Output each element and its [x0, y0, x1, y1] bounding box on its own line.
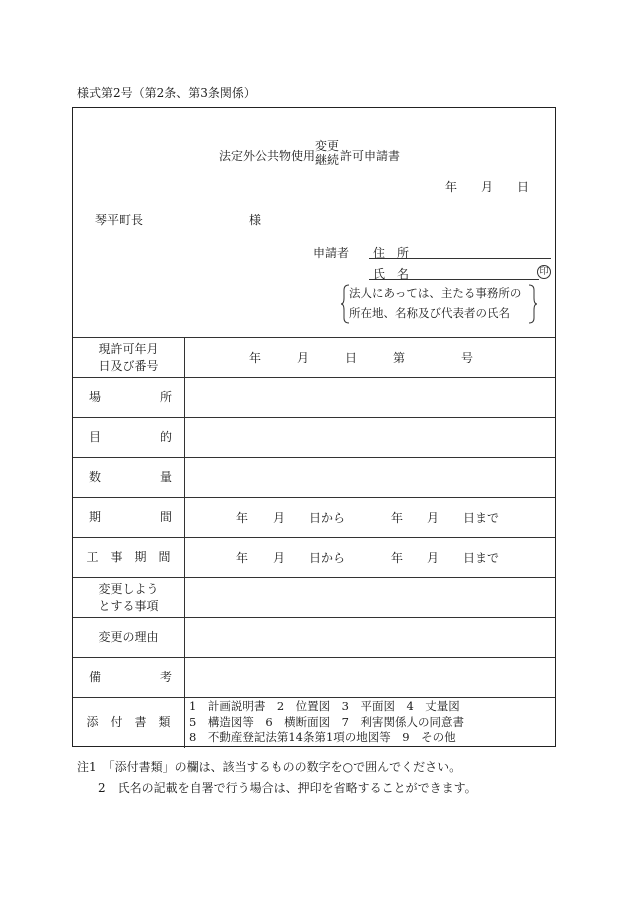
title-prefix: 法定外公共物使用 [219, 149, 316, 163]
change-items-label [73, 581, 184, 615]
application-form [72, 107, 556, 747]
attachments-line1[interactable]: 1 計画説明書 2 位置図 3 平面図 4 丈量図 [189, 699, 460, 713]
purpose-label: 目 的 [89, 430, 172, 444]
period-to-day: 日まで [463, 511, 500, 525]
addressee-honorific: 様 [249, 213, 262, 227]
period-from-month: 月 [273, 511, 286, 525]
remarks-field[interactable] [185, 658, 555, 697]
change-items-field[interactable] [185, 578, 555, 617]
change-reason-label: 変更の理由 [98, 630, 159, 644]
place-label: 場 所 [89, 390, 172, 404]
period-to-year: 年 [391, 511, 404, 525]
note-2: 2 氏名の記載を自署で行う場合は、押印を省略することができます。 [98, 781, 477, 795]
title-suffix: 許可申請書 [340, 149, 401, 163]
period-from-year: 年 [236, 511, 249, 525]
construction-to-year: 年 [391, 551, 404, 565]
date-month: 月 [481, 180, 494, 194]
addressee-name: 琴平町長 [95, 213, 144, 227]
attachments-line3[interactable]: 8 不動産登記法第14条第1項の地図等 9 その他 [189, 730, 456, 744]
construction-from-year: 年 [236, 551, 249, 565]
change-items-label-line1: 変更しよう [98, 582, 159, 596]
purpose-field[interactable] [185, 418, 555, 457]
construction-to-month: 月 [427, 551, 440, 565]
construction-field[interactable] [185, 538, 555, 577]
name-line[interactable] [369, 279, 539, 280]
change-reason-field[interactable] [185, 618, 555, 657]
date-year: 年 [445, 180, 458, 194]
applicant-label: 申請者 [313, 246, 350, 260]
construction-label: 工 事 期 間 [86, 550, 171, 564]
permit-number-prefix: 第 [393, 351, 406, 365]
title-choice-top: 変更 [315, 139, 340, 153]
attachments-label: 添 付 書 類 [86, 715, 171, 729]
remarks-label: 備 考 [89, 670, 172, 684]
construction-from-month: 月 [273, 551, 286, 565]
permit-year: 年 [249, 351, 262, 365]
permit-label-line2: 日及び番号 [98, 359, 159, 373]
period-to-month: 月 [427, 511, 440, 525]
form-code: 様式第2号（第2条、第3条関係） [77, 86, 256, 100]
seal-mark: 印 [537, 265, 551, 279]
note-1: 注1 「添付書類」の欄は、該当するものの数字を○で囲んでください。 [77, 760, 462, 774]
applicant-note-line1: 法人にあっては、主たる事務所の [349, 286, 522, 300]
permit-month: 月 [297, 351, 310, 365]
period-label: 期 間 [89, 510, 172, 524]
attachments-line2[interactable]: 5 構造図等 6 横断面図 7 利害関係人の同意書 [189, 714, 464, 729]
name-label: 氏 名 [373, 267, 410, 281]
permit-label [73, 341, 184, 375]
permit-label-line1: 現許可年月 [98, 342, 159, 356]
quantity-label: 数 量 [89, 470, 172, 484]
quantity-field[interactable] [185, 458, 555, 497]
permit-field[interactable] [185, 338, 555, 377]
change-items-label-line2: とする事項 [98, 599, 159, 613]
permit-number-suffix: 号 [461, 351, 474, 365]
construction-from-day: 日から [309, 551, 346, 565]
address-line[interactable] [369, 258, 551, 259]
place-field[interactable] [185, 378, 555, 417]
permit-day: 日 [345, 351, 358, 365]
applicant-note-line2: 所在地、名称及び代表者の氏名 [349, 306, 510, 320]
attachments-list [189, 699, 464, 746]
date-day: 日 [517, 180, 530, 194]
period-field[interactable] [185, 498, 555, 537]
row-divider [73, 697, 555, 698]
address-label: 住 所 [373, 246, 410, 260]
title-choice-bottom: 継続 [315, 153, 340, 167]
construction-to-day: 日まで [463, 551, 500, 565]
period-from-day: 日から [309, 511, 346, 525]
